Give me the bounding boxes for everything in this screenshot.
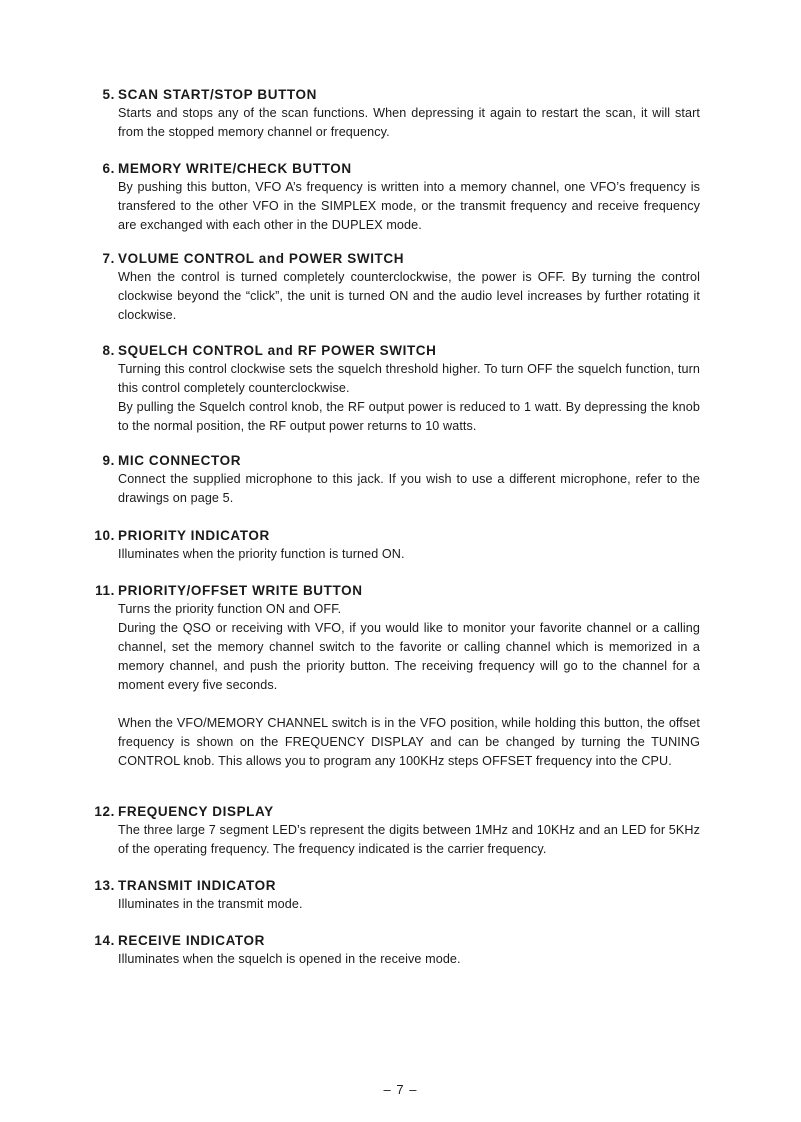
item-priority-indicator: [0, 527, 801, 561]
item-title: PRIORITY INDICATOR: [118, 528, 270, 543]
item-paragraph: During the QSO or receiving with VFO, if you would like to monitor your favorite channel or a calling channel, set the memory channel switch to the favorite or calling channel which is memorized in a memory channel, and push the priority button. The receiving frequency will go to the channel for a moment every five seconds.: [118, 621, 700, 692]
item-number: 12.: [94, 804, 115, 819]
item-paragraph: By pushing this button, VFO A’s frequency is written into a memory channel, one VFO’s frequency is transfered to the other VFO in the SIMPLEX mode, or the transmit frequency and receive frequency are exchanged with each other in the DUPLEX mode.: [118, 180, 700, 232]
item-title: MEMORY WRITE/CHECK BUTTON: [118, 161, 352, 176]
item-heading: [0, 86, 801, 104]
item-body: [118, 470, 700, 508]
item-body: [118, 821, 700, 859]
item-body: [118, 600, 700, 771]
item-heading: [0, 342, 801, 360]
page-number: – 7 –: [383, 1082, 418, 1097]
item-paragraph: When the control is turned completely counterclockwise, the power is OFF. By turning the control clockwise beyond the “click”, the unit is turned ON and the audio level increases by further rotating it clockwise.: [118, 270, 700, 322]
item-body: [118, 950, 700, 969]
item-number: 14.: [94, 933, 115, 948]
item-memory-write-check: [0, 160, 801, 232]
item-heading: [0, 527, 801, 545]
item-number: 10.: [94, 528, 115, 543]
item-number: 11.: [95, 583, 115, 598]
item-heading: [0, 452, 801, 470]
item-body: [118, 104, 700, 142]
item-volume-power: [0, 250, 801, 322]
item-body: [118, 895, 700, 914]
item-paragraph: When the VFO/MEMORY CHANNEL switch is in the VFO position, while holding this button, the offset frequency is shown on the FREQUENCY DISPLAY and can be changed by turning the TUNING CONTROL knob. This allows you to program any 100KHz steps OFFSET frequency into the CPU.: [118, 716, 700, 768]
item-paragraph: Connect the supplied microphone to this jack. If you wish to use a different microphone, refer to the drawings on page 5.: [118, 472, 700, 505]
item-number: 6.: [102, 161, 115, 176]
item-scan-start-stop: [0, 86, 801, 139]
item-paragraph: Illuminates when the squelch is opened in the receive mode.: [118, 952, 461, 966]
item-number: 13.: [94, 878, 115, 893]
item-mic-connector: [0, 452, 801, 505]
item-paragraph: By pulling the Squelch control knob, the RF output power is reduced to 1 watt. By depressing the knob to the normal position, the RF output power returns to 10 watts.: [118, 400, 700, 433]
item-transmit-indicator: [0, 877, 801, 911]
item-paragraph: Turning this control clockwise sets the squelch threshold higher. To turn OFF the squelch function, turn this control completely counterclockwise.: [118, 362, 700, 395]
item-heading: [0, 932, 801, 950]
item-frequency-display: [0, 803, 801, 856]
item-title: RECEIVE INDICATOR: [118, 933, 265, 948]
item-title: SCAN START/STOP BUTTON: [118, 87, 317, 102]
item-number: 5.: [102, 87, 115, 102]
item-heading: [0, 803, 801, 821]
item-heading: [0, 582, 801, 600]
item-number: 7.: [102, 251, 115, 266]
item-paragraph: Illuminates in the transmit mode.: [118, 897, 303, 911]
item-body: [118, 178, 700, 235]
item-receive-indicator: [0, 932, 801, 966]
item-paragraph: Turns the priority function ON and OFF.: [118, 602, 342, 616]
item-squelch-rf-power: [0, 342, 801, 433]
item-number: 9.: [102, 453, 115, 468]
item-title: MIC CONNECTOR: [118, 453, 242, 468]
item-priority-offset-write: [0, 582, 801, 768]
item-title: VOLUME CONTROL and POWER SWITCH: [118, 251, 405, 266]
item-title: SQUELCH CONTROL and RF POWER SWITCH: [118, 343, 437, 358]
item-title: FREQUENCY DISPLAY: [118, 804, 274, 819]
item-heading: [0, 160, 801, 178]
item-paragraph: The three large 7 segment LED’s represent the digits between 1MHz and 10KHz and an LED for 5KHz of the operating frequency. The frequency indicated is the carrier frequency.: [118, 823, 700, 856]
item-title: TRANSMIT INDICATOR: [118, 878, 277, 893]
item-heading: [0, 877, 801, 895]
item-paragraph: Illuminates when the priority function is turned ON.: [118, 547, 405, 561]
item-paragraph: Starts and stops any of the scan functions. When depressing it again to restart the scan, it will start from the stopped memory channel or frequency.: [118, 106, 700, 139]
item-body: [118, 268, 700, 325]
item-number: 8.: [102, 343, 115, 358]
item-body: [118, 545, 700, 564]
item-body: [118, 360, 700, 436]
item-heading: [0, 250, 801, 268]
item-title: PRIORITY/OFFSET WRITE BUTTON: [118, 583, 363, 598]
